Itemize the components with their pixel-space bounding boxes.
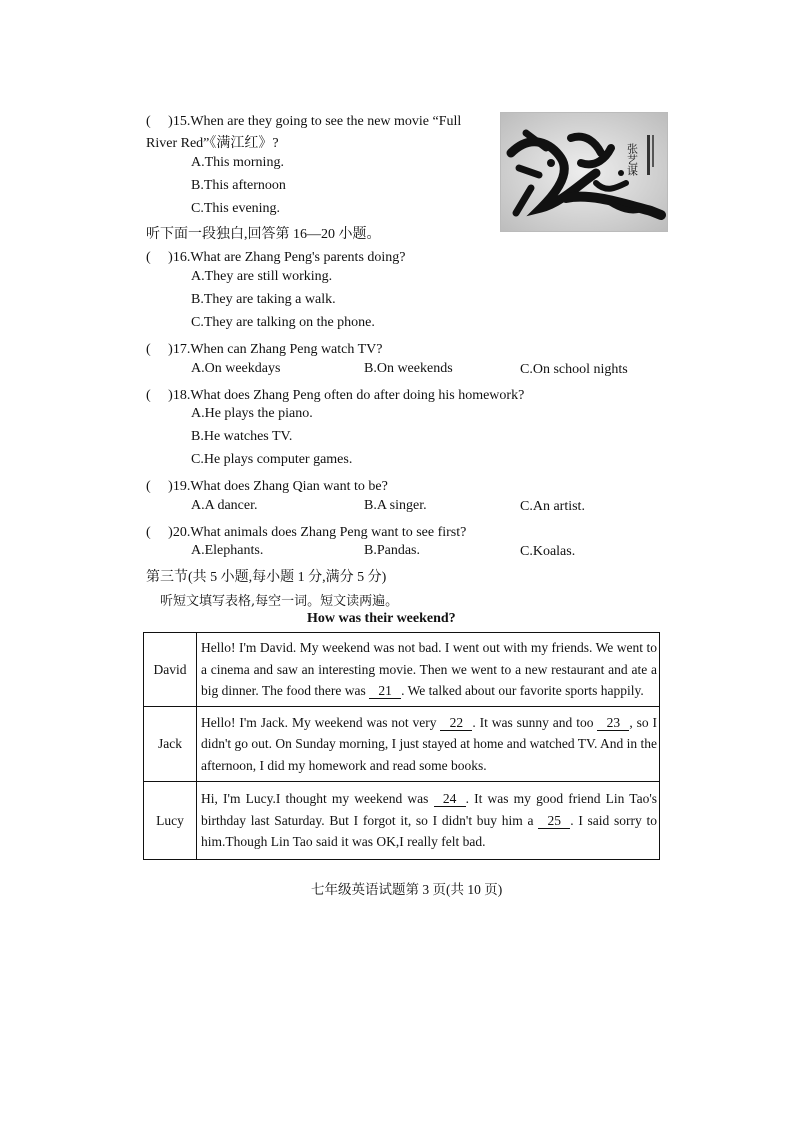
- movie-poster-image: [500, 112, 668, 232]
- blank-25: 25: [538, 813, 570, 829]
- passage-lucy: Hi, I'm Lucy.I thought my weekend was 24 . It was my good friend Lin Tao's birthday last Saturday. But I forgot it, so I didn't buy him a 25 . I said sorry to him.Though Lin Tao said it was OK,I really felt bad.: [197, 782, 660, 860]
- question-18-stem: ( )18.What does Zhang Peng often do after doing his homework?: [146, 388, 525, 403]
- question-20-option-c: C.Koalas.: [520, 544, 576, 559]
- page-footer: 七年级英语试题第 3 页(共 10 页): [311, 882, 503, 897]
- question-18-option-a: A.He plays the piano.: [191, 406, 313, 421]
- section-3-header: 第三节(共 5 小题,每小题 1 分,满分 5 分): [146, 570, 387, 585]
- answer-paren: ( ): [146, 525, 173, 540]
- question-16-option-c: C.They are talking on the phone.: [191, 315, 375, 330]
- section-2-note: 听下面一段独白,回答第 16—20 小题。: [146, 227, 381, 242]
- question-17-option-c: C.On school nights: [520, 362, 628, 377]
- question-15-option-b: B.This afternoon: [191, 178, 286, 193]
- answer-paren: ( ): [146, 250, 173, 265]
- table-row: [144, 633, 660, 707]
- question-19-stem: ( )19.What does Zhang Qian want to be?: [146, 479, 388, 494]
- question-20-stem: ( )20.What animals does Zhang Peng want to see first?: [146, 525, 467, 540]
- passage-david: Hello! I'm David. My weekend was not bad. I went out with my friends. We went to a cinema and saw an interesting movie. Then we went to a new restaurant and ate a big dinner. The food there was 21 . We talked about our favorite sports happily.: [197, 633, 660, 707]
- question-17-option-b: B.On weekends: [364, 361, 453, 376]
- question-17-option-a: A.On weekdays: [191, 361, 281, 376]
- row-name-lucy: Lucy: [144, 782, 197, 860]
- question-18-option-c: C.He plays computer games.: [191, 452, 353, 467]
- table-row: [144, 707, 660, 782]
- blank-22: 22: [440, 715, 472, 731]
- question-15-option-c: C.This evening.: [191, 201, 281, 216]
- table-title: How was their weekend?: [307, 611, 456, 626]
- question-19-option-c: C.An artist.: [520, 499, 585, 514]
- table-row: [144, 782, 660, 860]
- question-15-stem-line-1: ( )15.When are they going to see the new movie “Full: [146, 114, 462, 129]
- blank-23: 23: [597, 715, 629, 731]
- question-16-option-a: A.They are still working.: [191, 269, 333, 284]
- question-17-stem: ( )17.When can Zhang Peng watch TV?: [146, 342, 383, 357]
- answer-paren: ( ): [146, 479, 173, 494]
- passage-jack: Hello! I'm Jack. My weekend was not very 22 . It was sunny and too 23 , so I didn't go out. On Sunday morning, I just stayed at home and watched TV. And in the afternoon, I did my homework and read some books.: [197, 707, 660, 782]
- question-19-option-a: A.A dancer.: [191, 498, 258, 513]
- section-3-instruction: 听短文填写表格,每空一词。短文读两遍。: [160, 594, 399, 609]
- question-16-stem: ( )16.What are Zhang Peng's parents doing?: [146, 250, 406, 265]
- answer-paren: ( ): [146, 388, 173, 403]
- answer-paren: ( ): [146, 114, 173, 129]
- row-name-jack: Jack: [144, 707, 197, 782]
- weekend-table: [143, 632, 660, 860]
- question-19-option-b: B.A singer.: [364, 498, 427, 513]
- question-20-option-b: B.Pandas.: [364, 543, 420, 558]
- answer-paren: ( ): [146, 342, 173, 357]
- question-15-stem-line-2: River Red”《满江红》?: [146, 136, 279, 151]
- question-15-option-a: A.This morning.: [191, 155, 284, 170]
- row-name-david: David: [144, 633, 197, 707]
- question-18-option-b: B.He watches TV.: [191, 429, 293, 444]
- poster-director-text: 张艺谋: [625, 143, 639, 176]
- blank-24: 24: [434, 791, 466, 807]
- question-20-option-a: A.Elephants.: [191, 543, 264, 558]
- blank-21: 21: [369, 683, 401, 699]
- question-16-option-b: B.They are taking a walk.: [191, 292, 336, 307]
- poster-calligraphy-icon: [501, 113, 667, 231]
